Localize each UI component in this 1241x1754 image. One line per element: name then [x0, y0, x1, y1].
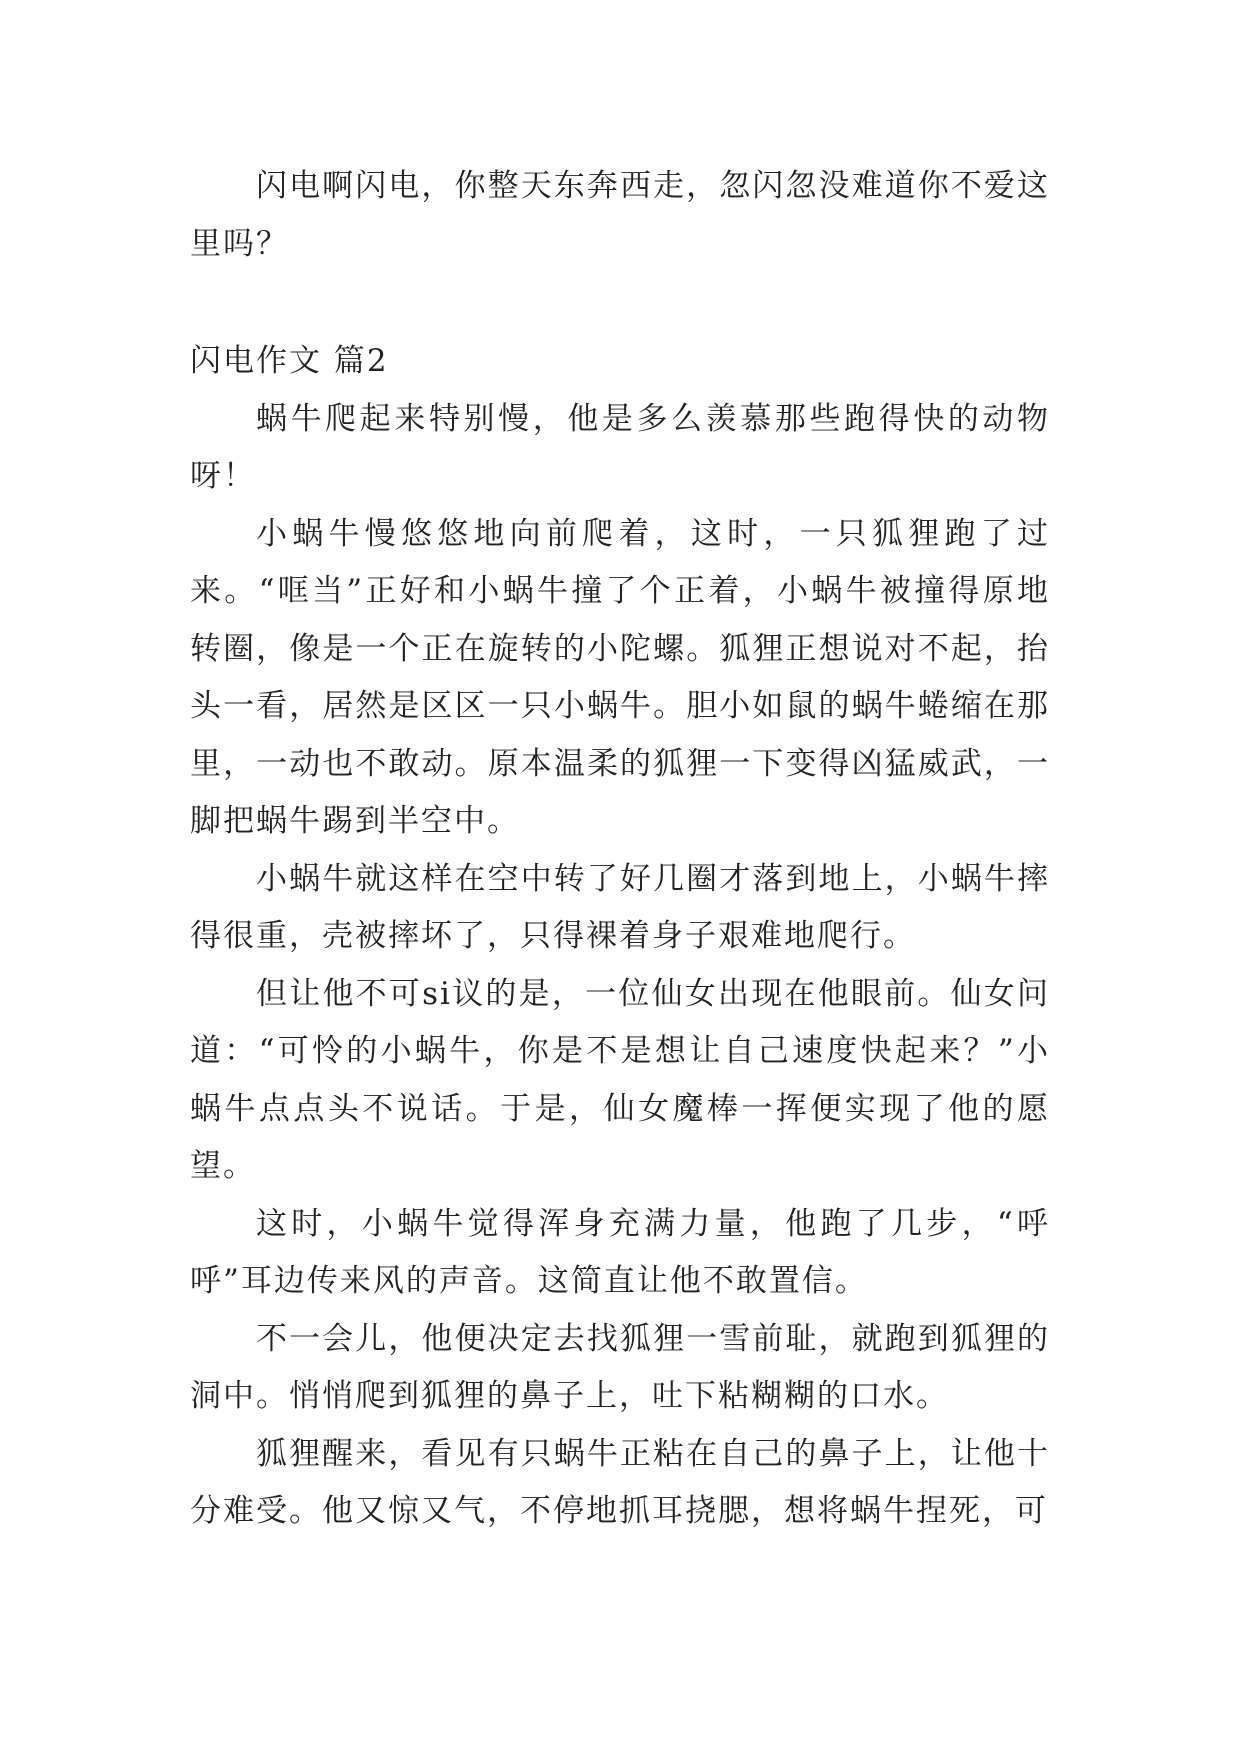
paragraph: 狐狸醒来，看见有只蜗牛正粘在自己的鼻子上，让他十分难受。他又惊又气，不停地抓耳挠腮，想将蜗牛捏死，可 — [190, 1435, 1050, 1529]
paragraph: 小蜗牛慢悠悠地向前爬着，这时，一只狐狸跑了过来。“哐当”正好和小蜗牛撞了个正着，小蜗牛被撞得原地转圈，像是一个正在旋转的小陀螺。狐狸正想说对不起，抬头一看，居然是区区一只小蜗牛。胆小如鼠的蜗牛蜷缩在那里，一动也不敢动。原本温柔的狐狸一下变得凶猛威武，一脚把蜗牛踢到半空中。 — [190, 515, 1050, 839]
paragraph: 这时，小蜗牛觉得浑身充满力量，他跑了几步，“呼呼”耳边传来风的声音。这简直让他不敢置信。 — [190, 1205, 1050, 1299]
paragraph: 蜗牛爬起来特别慢，他是多么羡慕那些跑得快的动物呀！ — [190, 400, 1050, 494]
section-heading: 闪电作文 篇2 — [190, 343, 389, 379]
paragraph: 小蜗牛就这样在空中转了好几圈才落到地上，小蜗牛摔得很重，壳被摔坏了，只得裸着身子艰难地爬行。 — [190, 860, 1050, 954]
paragraph: 不一会儿，他便决定去找狐狸一雪前耻，就跑到狐狸的洞中。悄悄爬到狐狸的鼻子上，吐下粘糊糊的口水。 — [190, 1320, 1050, 1414]
document-body — [190, 158, 1050, 1541]
section-gap — [190, 273, 1050, 333]
paragraph: 闪电啊闪电，你整天东奔西走，忽闪忽没难道你不爱这里吗？ — [190, 168, 1050, 262]
paragraph: 但让他不可si议的是，一位仙女出现在他眼前。仙女问道：“可怜的小蜗牛，你是不是想让自己速度快起来？”小蜗牛点点头不说话。于是，仙女魔棒一挥便实现了他的愿望。 — [190, 975, 1050, 1184]
